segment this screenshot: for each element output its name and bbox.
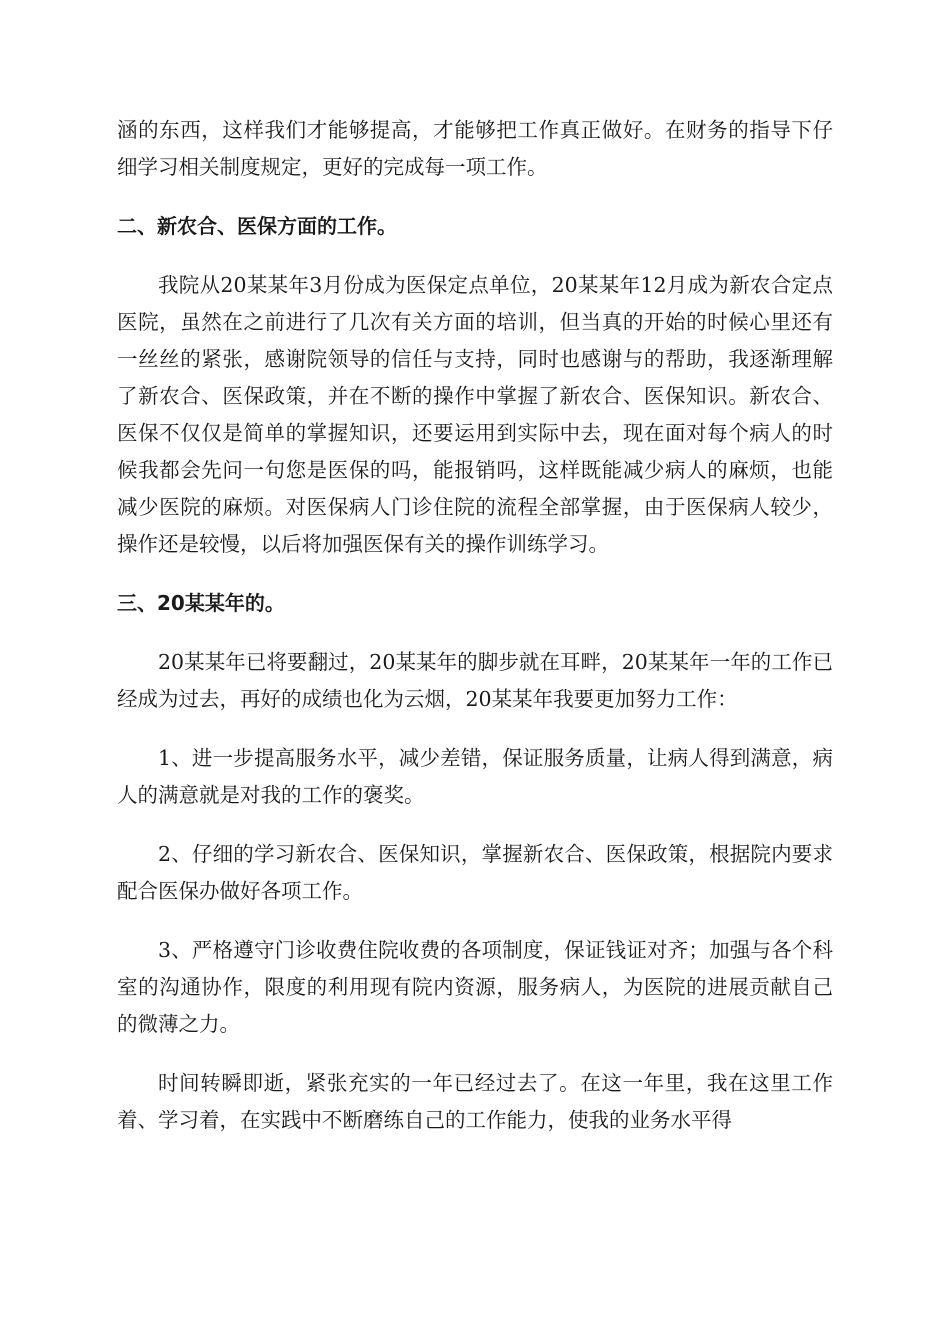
body-paragraph: 20某某年已将要翻过，20某某年的脚步就在耳畔，20某某年一年的工作已经成为过去，再好的成绩也化为云烟，20某某年我要更加努力工作： [117,650,833,711]
section-heading: 二、新农合、医保方面的工作。 [117,214,397,238]
body-paragraph: 时间转瞬即逝，紧张充实的一年已经过去了。在这一年里，我在这里工作着、学习着，在实践中不断磨练自己的工作能力，使我的业务水平得 [117,1071,833,1132]
list-item: 2、仔细的学习新农合、医保知识，掌握新农合、医保政策，根据院内要求配合医保办做好各项工作。 [117,842,833,903]
body-paragraph: 涵的东西，这样我们才能够提高，才能够把工作真正做好。在财务的指导下仔细学习相关制度规定，更好的完成每一项工作。 [117,118,833,179]
body-paragraph: 我院从20某某年3月份成为医保定点单位，20某某年12月成为新农合定点医院，虽然在之前进行了几次有关方面的培训，但当真的开始的时候心里还有一丝丝的紧张，感谢院领导的信任与支持，同时也感谢与的帮助，我逐渐理解了新农合、医保政策，并在不断的操作中掌握了新农合、医保知识。新农合、医保不仅仅是简单的掌握知识，还要运用到实际中去，现在面对每个病人的时候我都会先问一句您是医保的吗，能报销吗，这样既能减少病人的麻烦，也能减少医院的麻烦。对医保病人门诊住院的流程全部掌握，由于医保病人较少，操作还是较慢，以后将加强医保有关的操作训练学习。 [117,273,833,556]
list-item: 3、严格遵守门诊收费住院收费的各项制度，保证钱证对齐；加强与各个科室的沟通协作，限度的利用现有院内资源，服务病人，为医院的进展贡献自己的微薄之力。 [117,938,833,1036]
document-page [117,112,833,1139]
list-item: 1、进一步提高服务水平，减少差错，保证服务质量，让病人得到满意，病人的满意就是对我的工作的褒奖。 [117,746,833,807]
section-heading: 三、20某某年的。 [117,591,285,615]
